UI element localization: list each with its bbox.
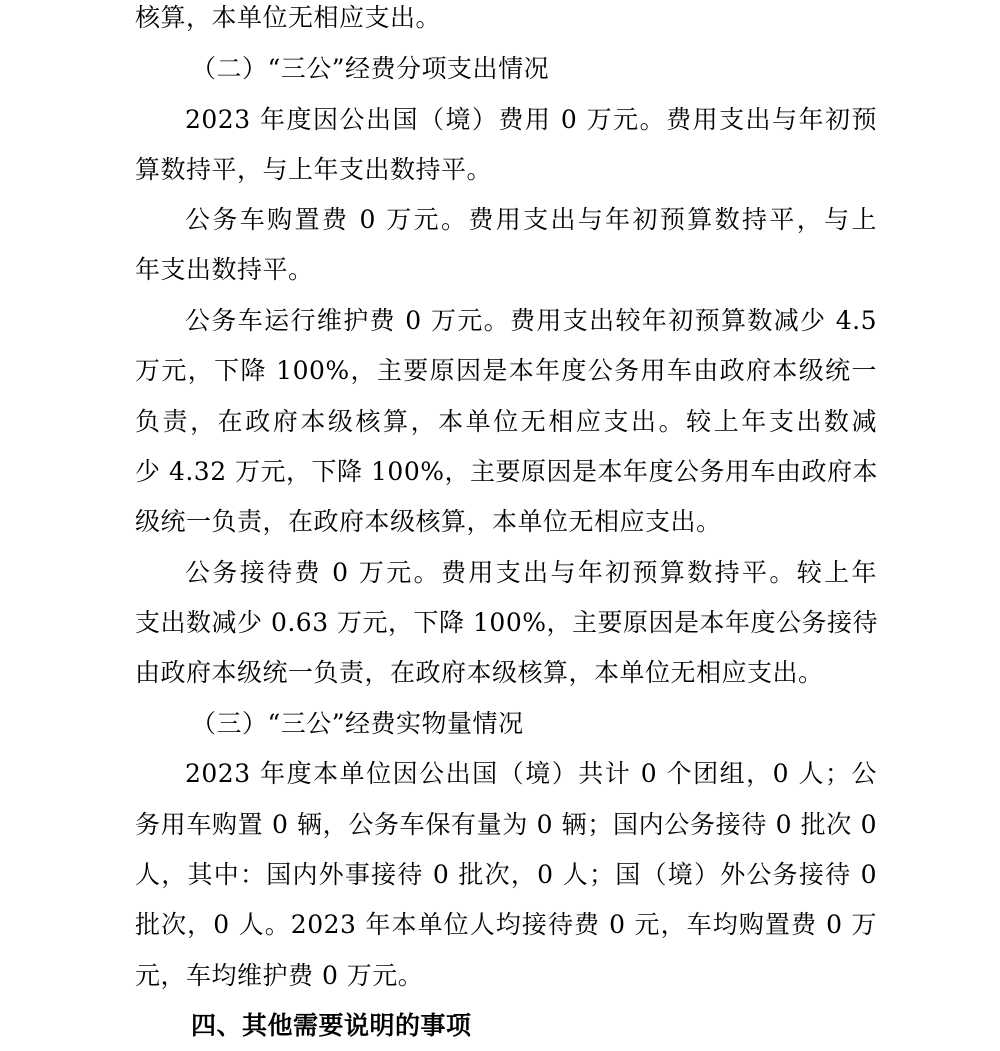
paragraph-line: 元，车均维护费 0 万元。	[135, 961, 424, 990]
paragraph-line: 由政府本级统一负责，在政府本级核算，本单位无相应支出。	[135, 658, 824, 687]
text-line: 核算，本单位无相应支出。	[135, 3, 442, 32]
paragraph-line: 公务车购置费 0 万元。费用支出与年初预算数持平，与上	[185, 205, 877, 234]
paragraph-line: 批次，0 人。2023 年本单位人均接待费 0 元，车均购置费 0 万	[135, 910, 877, 939]
paragraph-line: 年支出数持平。	[135, 255, 314, 284]
section-heading: 四、其他需要说明的事项	[191, 1011, 472, 1040]
paragraph-line: 2023 年度本单位因公出国（境）共计 0 个团组，0 人；公	[185, 759, 877, 788]
section-subheading: （二）“三公”经费分项支出情况	[191, 54, 550, 83]
paragraph-line: 公务接待费 0 万元。费用支出与年初预算数持平。较上年	[185, 558, 877, 587]
paragraph-line: 少 4.32 万元，下降 100%，主要原因是本年度公务用车由政府本	[135, 457, 878, 486]
paragraph-line: 公务车运行维护费 0 万元。费用支出较年初预算数减少 4.5	[185, 306, 877, 335]
paragraph-line: 负责，在政府本级核算，本单位无相应支出。较上年支出数减	[135, 407, 877, 436]
paragraph-line: 算数持平，与上年支出数持平。	[135, 155, 493, 184]
paragraph-line: 人，其中：国内外事接待 0 批次，0 人；国（境）外公务接待 0	[135, 860, 877, 889]
paragraph-line: 2023 年度因公出国（境）费用 0 万元。费用支出与年初预	[185, 105, 877, 134]
paragraph-line: 级统一负责，在政府本级核算，本单位无相应支出。	[135, 507, 722, 536]
paragraph-line: 万元，下降 100%，主要原因是本年度公务用车由政府本级统一	[135, 356, 877, 385]
section-subheading: （三）“三公”经费实物量情况	[191, 709, 524, 738]
paragraph-line: 支出数减少 0.63 万元，下降 100%，主要原因是本年度公务接待	[135, 608, 878, 637]
paragraph-line: 务用车购置 0 辆，公务车保有量为 0 辆；国内公务接待 0 批次 0	[135, 810, 877, 839]
